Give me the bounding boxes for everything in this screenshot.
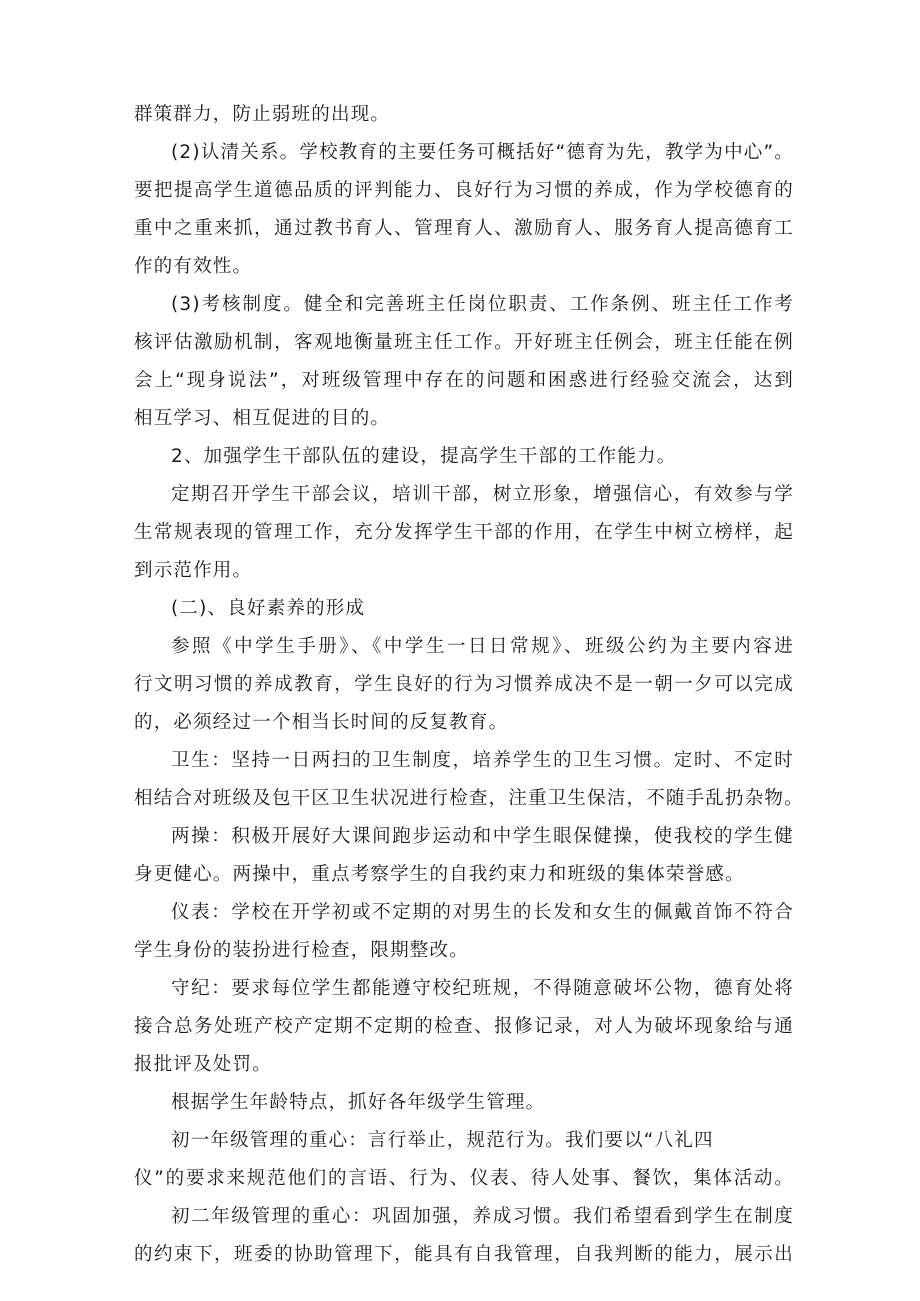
paragraph-line: 会上“现身说法”，对班级管理中存在的问题和困惑进行经验交流会，达到 <box>134 370 794 391</box>
section-heading: 2、加强学生干部队伍的建设，提高学生干部的工作能力。 <box>171 446 677 467</box>
paragraph-line: 群策群力，防止弱班的出现。 <box>134 104 391 125</box>
paragraph-line: 两操：积极开展好大课间跑步运动和中学生眼保健操，使我校的学生健 <box>171 826 794 847</box>
paragraph-line: 的，必须经过一个相当长时间的反复教育。 <box>134 712 509 733</box>
paragraph-line: 初一年级管理的重心：言行举止，规范行为。我们要以“八礼四 <box>171 1130 714 1151</box>
paragraph-line: 相互学习、相互促进的目的。 <box>134 408 391 429</box>
paragraph-line: (3)考核制度。健全和完善班主任岗位职责、工作条例、班主任工作考 <box>171 294 794 315</box>
paragraph-line: 要把提高学生道德品质的评判能力、良好行为习惯的养成，作为学校德育的 <box>134 180 794 201</box>
paragraph-line: 到示范作用。 <box>134 560 253 581</box>
paragraph-line: 核评估激励机制，客观地衡量班主任工作。开好班主任例会，班主任能在例 <box>134 332 794 353</box>
paragraph-line: 初二年级管理的重心：巩固加强，养成习惯。我们希望看到学生在制度 <box>171 1206 794 1227</box>
paragraph-line: 学生身份的装扮进行检查，限期整改。 <box>134 940 469 961</box>
paragraph-line: 参照《中学生手册》、《中学生一日日常规》、班级公约为主要内容进 <box>171 636 794 657</box>
paragraph-line: 作的有效性。 <box>134 256 253 277</box>
paragraph-line: 定期召开学生干部会议，培训干部，树立形象，增强信心，有效参与学 <box>171 484 794 505</box>
paragraph-line: 报批评及处罚。 <box>134 1054 272 1075</box>
paragraph-line: 接合总务处班产校产定期不定期的检查、报修记录，对人为破坏现象给与通 <box>134 1016 794 1037</box>
paragraph-line: 的约束下，班委的协助管理下，能具有自我管理，自我判断的能力，展示出 <box>134 1244 794 1265</box>
paragraph-line: 重中之重来抓，通过教书育人、管理育人、激励育人、服务育人提高德育工 <box>134 218 794 239</box>
section-heading: (二)、良好素养的形成 <box>171 598 366 619</box>
paragraph-line: 根据学生年龄特点，抓好各年级学生管理。 <box>171 1092 546 1113</box>
paragraph-line: (2)认清关系。学校教育的主要任务可概括好“德育为先，教学为中心”。 <box>171 142 794 163</box>
paragraph-line: 相结合对班级及包干区卫生状况进行检查，注重卫生保洁，不随手乱扔杂物。 <box>134 788 804 809</box>
paragraph-line: 仪”的要求来规范他们的言语、行为、仪表、待人处事、餐饮，集体活动。 <box>134 1168 794 1189</box>
paragraph-line: 生常规表现的管理工作，充分发挥学生干部的作用，在学生中树立榜样，起 <box>134 522 794 543</box>
paragraph-line: 行文明习惯的养成教育，学生良好的行为习惯养成决不是一朝一夕可以完成 <box>134 674 794 695</box>
paragraph-line: 守纪：要求每位学生都能遵守校纪班规，不得随意破坏公物，德育处将 <box>171 978 794 999</box>
document-body <box>134 96 804 1274</box>
paragraph-line: 身更健心。两操中，重点考察学生的自我约束力和班级的集体荣誉感。 <box>134 864 745 885</box>
paragraph-line: 卫生：坚持一日两扫的卫生制度，培养学生的卫生习惯。定时、不定时 <box>171 750 794 771</box>
paragraph-line: 仪表：学校在开学初或不定期的对男生的长发和女生的佩戴首饰不符合 <box>171 902 794 923</box>
